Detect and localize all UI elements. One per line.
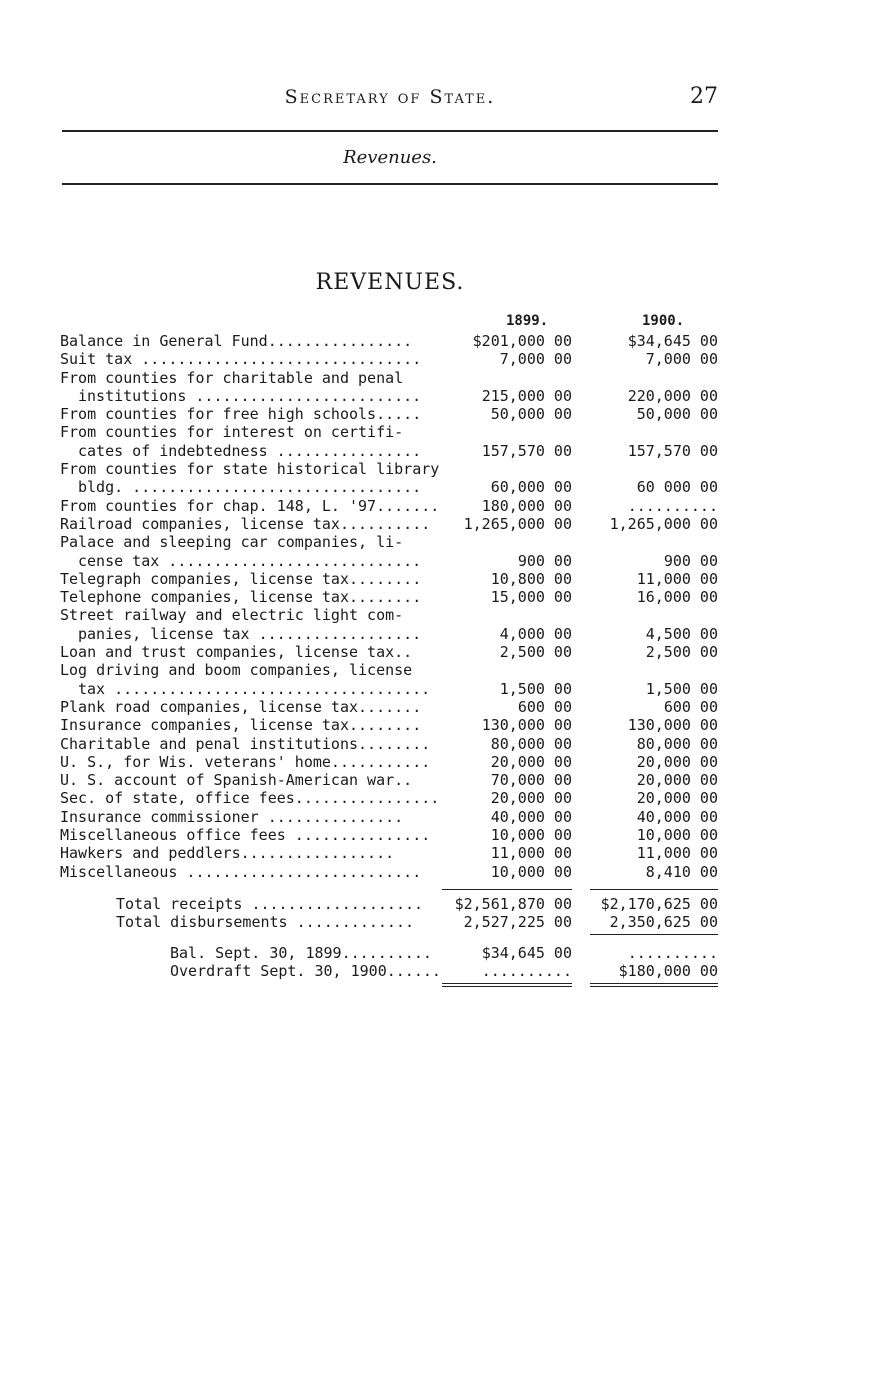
sum-rule bbox=[590, 934, 718, 935]
value-1900: .......... bbox=[627, 496, 718, 515]
value-1899: 180,000 00 bbox=[481, 496, 572, 515]
row-label: tax ................................... bbox=[78, 679, 431, 698]
table-row bbox=[60, 533, 720, 570]
value-1899: 7,000 00 bbox=[499, 350, 572, 369]
value-1899: 40,000 00 bbox=[490, 807, 572, 826]
value-1900: .......... bbox=[627, 943, 718, 962]
value-1900: 60 000 00 bbox=[636, 478, 718, 497]
table-row bbox=[60, 606, 720, 643]
table-row bbox=[60, 570, 720, 588]
section-title: Revenues. bbox=[343, 147, 437, 168]
table-row bbox=[60, 588, 720, 606]
row-label: From counties for free high schools..... bbox=[60, 405, 422, 424]
page-number: 27 bbox=[690, 84, 718, 109]
table-row bbox=[60, 643, 720, 661]
value-1899: 15,000 00 bbox=[490, 588, 572, 607]
value-1900: 11,000 00 bbox=[636, 844, 718, 863]
value-1900: 20,000 00 bbox=[636, 771, 718, 790]
row-label: Sec. of state, office fees................ bbox=[60, 789, 440, 808]
row-label: bldg. ................................ bbox=[78, 478, 422, 497]
value-1899: 600 00 bbox=[517, 697, 572, 716]
value-1900: 2,500 00 bbox=[645, 643, 718, 662]
table-row bbox=[60, 350, 720, 368]
table-row bbox=[60, 844, 720, 862]
total-row bbox=[60, 895, 720, 913]
value-1900: $34,645 00 bbox=[627, 332, 718, 350]
value-1900: 20,000 00 bbox=[636, 752, 718, 771]
value-1900: 20,000 00 bbox=[636, 789, 718, 808]
table-row bbox=[60, 771, 720, 789]
balance-row-label: Bal. Sept. 30, 1899.......... bbox=[170, 943, 432, 962]
value-1899: 130,000 00 bbox=[481, 716, 572, 735]
value-1899: $34,645 00 bbox=[481, 943, 572, 962]
value-1899: 215,000 00 bbox=[481, 386, 572, 405]
row-label: Hawkers and peddlers................. bbox=[60, 844, 395, 863]
double-rule bbox=[442, 983, 572, 987]
row-label: Palace and sleeping car companies, li- bbox=[60, 533, 404, 552]
row-label: U. S. account of Spanish-American war.. bbox=[60, 771, 413, 790]
row-label: From counties for interest on certifi- bbox=[60, 423, 404, 442]
value-1899: $201,000 00 bbox=[472, 332, 572, 350]
value-1900: 50,000 00 bbox=[636, 405, 718, 424]
value-1899: 70,000 00 bbox=[490, 771, 572, 790]
row-label: Insurance companies, license tax........ bbox=[60, 716, 422, 735]
row-label: panies, license tax .................. bbox=[78, 624, 422, 643]
value-1900: 10,000 00 bbox=[636, 826, 718, 845]
value-1900: 2,350,625 00 bbox=[609, 913, 718, 932]
value-1899: 2,527,225 00 bbox=[463, 913, 572, 932]
table-row bbox=[60, 698, 720, 716]
value-1900: 16,000 00 bbox=[636, 588, 718, 607]
row-label: Miscellaneous office fees ............... bbox=[60, 826, 431, 845]
table-row bbox=[60, 405, 720, 423]
value-1899: 50,000 00 bbox=[490, 405, 572, 424]
value-1899: 11,000 00 bbox=[490, 844, 572, 863]
row-label: cates of indebtedness ................ bbox=[78, 441, 422, 460]
value-1899: 10,000 00 bbox=[490, 826, 572, 845]
column-header-1900: 1900. bbox=[642, 313, 685, 329]
value-1899: .......... bbox=[481, 961, 572, 980]
value-1899: 10,800 00 bbox=[490, 569, 572, 588]
value-1899: 60,000 00 bbox=[490, 478, 572, 497]
row-label: Miscellaneous .......................... bbox=[60, 862, 422, 881]
table-row bbox=[60, 460, 720, 497]
row-label: Log driving and boom companies, license bbox=[60, 661, 413, 680]
header-rule bbox=[62, 130, 718, 132]
table-row bbox=[60, 497, 720, 515]
value-1900: 220,000 00 bbox=[627, 386, 718, 405]
value-1899: 157,570 00 bbox=[481, 441, 572, 460]
table-row bbox=[60, 369, 720, 406]
row-label: cense tax ............................ bbox=[78, 551, 422, 570]
total-row-label: Total receipts ................... bbox=[116, 895, 424, 913]
value-1900: 600 00 bbox=[663, 697, 718, 716]
row-label: Street railway and electric light com- bbox=[60, 606, 404, 625]
row-label: Plank road companies, license tax....... bbox=[60, 697, 422, 716]
value-1900: 11,000 00 bbox=[636, 569, 718, 588]
value-1900: 1,265,000 00 bbox=[609, 514, 718, 533]
row-label: Balance in General Fund................ bbox=[60, 332, 413, 350]
row-label: Telegraph companies, license tax........ bbox=[60, 569, 422, 588]
value-1899: $2,561,870 00 bbox=[454, 895, 572, 913]
row-label: Insurance commissioner ............... bbox=[60, 807, 404, 826]
table-row bbox=[60, 789, 720, 807]
row-label: From counties for charitable and penal bbox=[60, 368, 404, 387]
table-row bbox=[60, 808, 720, 826]
table-heading: REVENUES. bbox=[315, 270, 465, 295]
table-row bbox=[60, 735, 720, 753]
value-1900: 40,000 00 bbox=[636, 807, 718, 826]
value-1899: 80,000 00 bbox=[490, 734, 572, 753]
row-label: From counties for state historical library bbox=[60, 460, 440, 479]
table-row bbox=[60, 863, 720, 881]
value-1899: 10,000 00 bbox=[490, 862, 572, 881]
row-label: U. S., for Wis. veterans' home........... bbox=[60, 752, 431, 771]
value-1900: 130,000 00 bbox=[627, 716, 718, 735]
table-row bbox=[60, 423, 720, 460]
sum-rule bbox=[590, 889, 718, 890]
table-row bbox=[60, 826, 720, 844]
row-label: Loan and trust companies, license tax.. bbox=[60, 643, 413, 662]
section-rule bbox=[62, 183, 718, 185]
revenue-rows bbox=[60, 332, 720, 881]
value-1899: 1,265,000 00 bbox=[463, 514, 572, 533]
value-1900: 80,000 00 bbox=[636, 734, 718, 753]
table-row bbox=[60, 332, 720, 350]
balance-row bbox=[60, 962, 720, 980]
row-label: From counties for chap. 148, L. '97....... bbox=[60, 496, 440, 515]
value-1900: 7,000 00 bbox=[645, 350, 718, 369]
total-row bbox=[60, 913, 720, 931]
value-1900: 900 00 bbox=[663, 551, 718, 570]
value-1899: 4,000 00 bbox=[499, 624, 572, 643]
table-row bbox=[60, 716, 720, 734]
table-row bbox=[60, 753, 720, 771]
value-1900: $180,000 00 bbox=[618, 961, 718, 980]
sum-rule bbox=[442, 889, 572, 890]
value-1900: 1,500 00 bbox=[645, 679, 718, 698]
table-row bbox=[60, 515, 720, 533]
row-label: institutions ......................... bbox=[78, 386, 422, 405]
row-label: Telephone companies, license tax........ bbox=[60, 588, 422, 607]
row-label: Charitable and penal institutions........ bbox=[60, 734, 431, 753]
value-1900: 8,410 00 bbox=[645, 862, 718, 881]
balance-row-label: Overdraft Sept. 30, 1900...... bbox=[170, 961, 441, 980]
value-1900: 157,570 00 bbox=[627, 441, 718, 460]
column-header-1899: 1899. bbox=[506, 313, 549, 329]
value-1899: 900 00 bbox=[517, 551, 572, 570]
running-title: Secretary of State. bbox=[284, 86, 496, 108]
value-1899: 1,500 00 bbox=[499, 679, 572, 698]
running-header bbox=[62, 86, 718, 116]
value-1899: 2,500 00 bbox=[499, 643, 572, 662]
row-label: Railroad companies, license tax.......... bbox=[60, 514, 431, 533]
value-1899: 20,000 00 bbox=[490, 752, 572, 771]
total-row-label: Total disbursements ............. bbox=[116, 913, 415, 932]
balance-row bbox=[60, 944, 720, 962]
double-rule bbox=[590, 983, 718, 987]
value-1900: $2,170,625 00 bbox=[600, 895, 718, 913]
row-label: Suit tax ............................... bbox=[60, 350, 422, 369]
value-1899: 20,000 00 bbox=[490, 789, 572, 808]
value-1900: 4,500 00 bbox=[645, 624, 718, 643]
table-row bbox=[60, 661, 720, 698]
